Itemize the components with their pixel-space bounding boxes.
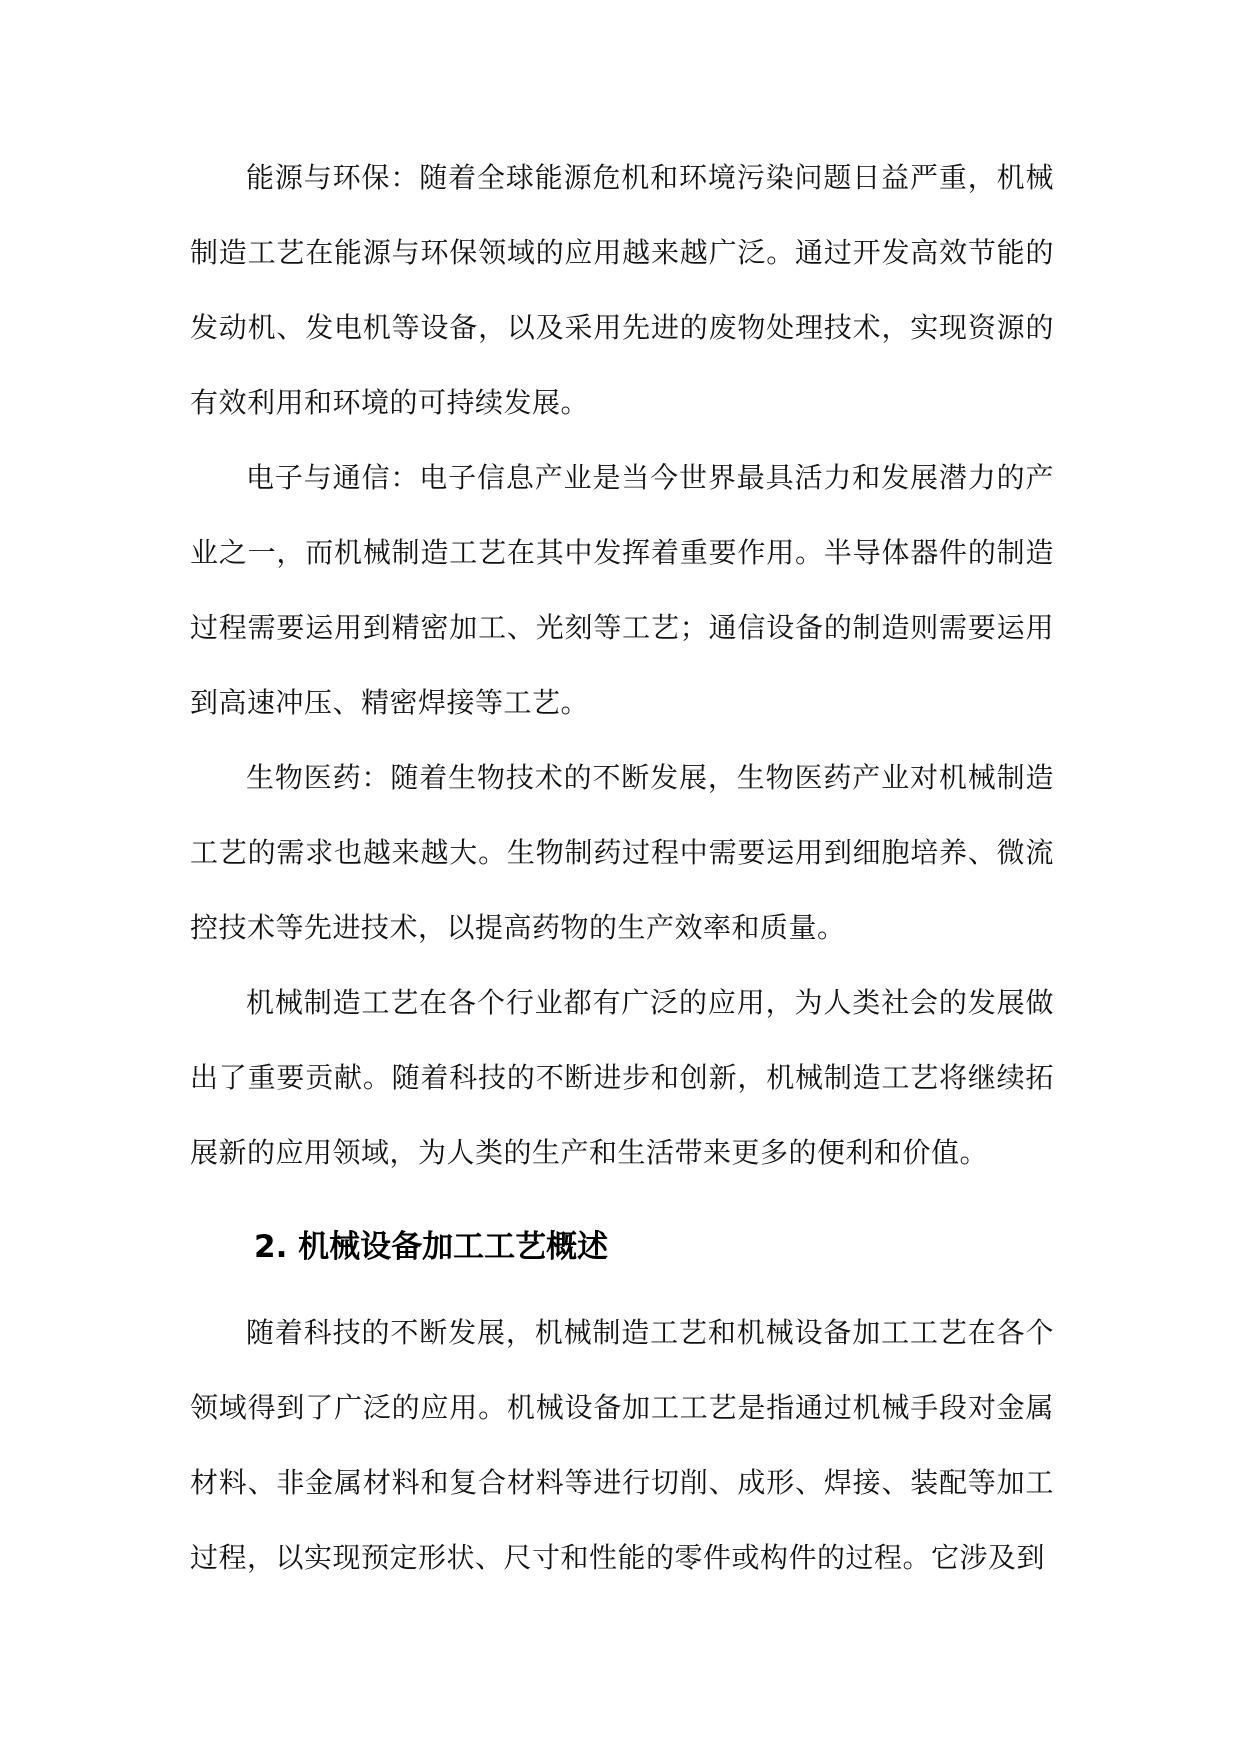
section-heading: 2. 机械设备加工工艺概述 (254, 1229, 609, 1265)
paragraph-summary: 机械制造工艺在各个行业都有广泛的应用，为人类社会的发展做出了重要贡献。随着科技的不断进步和创新，机械制造工艺将继续拓展新的应用领域，为人类的生产和生活带来更多的便利和价值。 (190, 986, 1054, 1169)
paragraph-biomedicine: 生物医药：随着生物技术的不断发展，生物医药产业对机械制造工艺的需求也越来越大。生物制药过程中需要运用到细胞培养、微流控技术等先进技术，以提高药物的生产效率和质量。 (190, 761, 1054, 944)
paragraph-electronics-communication: 电子与通信：电子信息产业是当今世界最具活力和发展潜力的产业之一，而机械制造工艺在其中发挥着重要作用。半导体器件的制造过程需要运用到精密加工、光刻等工艺；通信设备的制造则需要运用到高速冲压、精密焊接等工艺。 (190, 461, 1054, 719)
document-body (190, 140, 1054, 1595)
paragraph-overview: 随着科技的不断发展，机械制造工艺和机械设备加工工艺在各个领域得到了广泛的应用。机械设备加工工艺是指通过机械手段对金属材料、非金属材料和复合材料等进行切削、成形、焊接、装配等加工过程，以实现预定形状、尺寸和性能的零件或构件的过程。它涉及到 (190, 1316, 1054, 1574)
paragraph-energy-environment: 能源与环保：随着全球能源危机和环境污染问题日益严重，机械制造工艺在能源与环保领域的应用越来越广泛。通过开发高效节能的发动机、发电机等设备，以及采用先进的废物处理技术，实现资源的有效利用和环境的可持续发展。 (190, 161, 1054, 419)
